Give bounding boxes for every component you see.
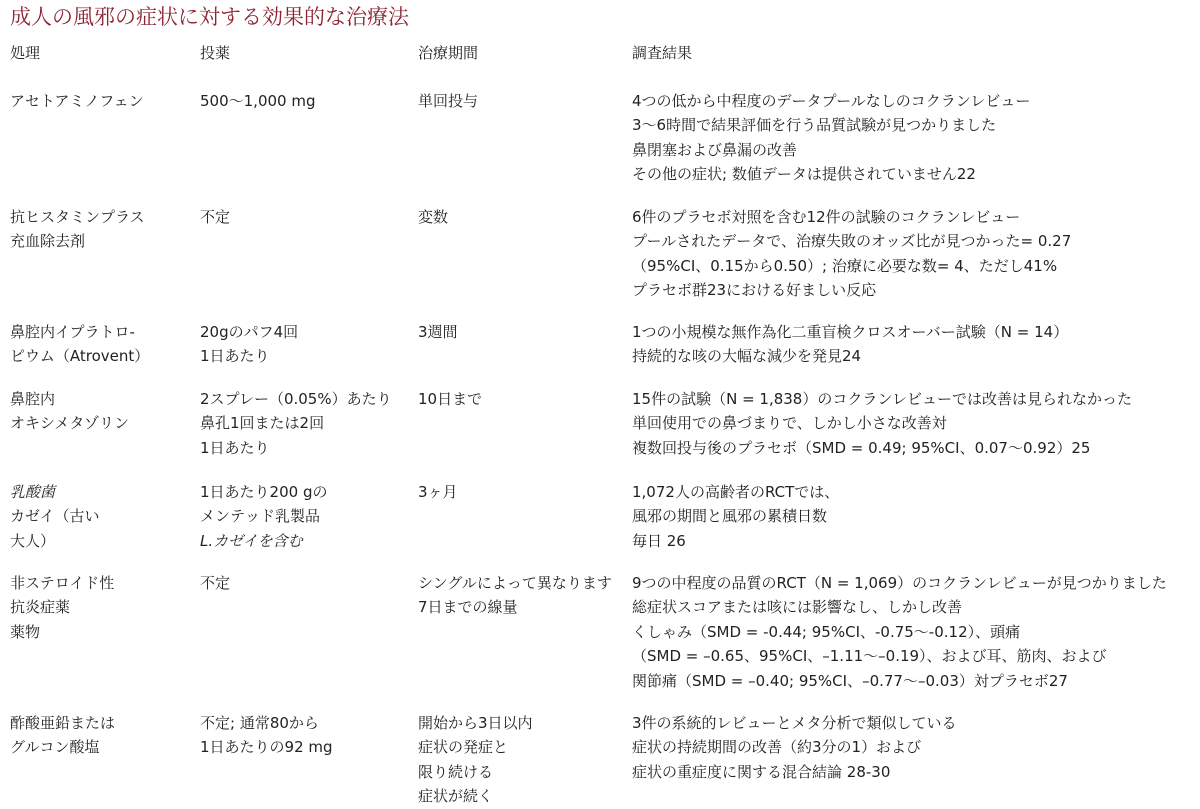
text-line: 症状の持続期間の改善（約3分の1）および [632, 738, 922, 757]
text-line: 乳酸菌 [10, 483, 56, 501]
text-line: 鼻腔内イプラトロ- [10, 323, 135, 341]
column-header-dosage: 投薬 [200, 44, 231, 62]
row-1-findings [632, 89, 1030, 187]
text-line: 抗ヒスタミンプラス [10, 208, 145, 226]
text-line: 大人） [10, 531, 56, 550]
column-header-duration: 治療期間 [418, 44, 479, 62]
text-line: 3ヶ月 [418, 483, 458, 501]
row-6-dosage [200, 571, 230, 595]
text-line: 20gのパフ4回 [200, 323, 299, 341]
row-4-dosage [200, 387, 392, 460]
row-2-dosage [200, 205, 230, 229]
row-5-duration [418, 480, 458, 504]
text-line: 3件の系統的レビューとメタ分析で類似している [632, 714, 957, 732]
text-line: 持続的な咳の大幅な減少を発見24 [632, 347, 862, 366]
text-line: シングルによって異なります [418, 574, 612, 592]
text-line: 1日あたり [200, 438, 270, 457]
text-line: 9つの中程度の品質のRCT（N = 1,069）のコクランレビューが見つかりました [632, 574, 1167, 592]
text-line: 不定; 通常80から [200, 714, 319, 732]
text-line: プールされたデータで、治療失敗のオッズ比が見つかった= 0.27 [632, 232, 1072, 251]
text-line: 1つの小規模な無作為化二重盲検クロスオーバー試験（N = 14） [632, 323, 1069, 341]
text-line: 不定 [200, 208, 231, 226]
text-line: 500〜1,000 mg [200, 92, 316, 110]
row-1-duration [418, 89, 478, 113]
text-line: 2スプレー（0.05%）あたり [200, 390, 392, 408]
row-4-duration [418, 387, 482, 411]
row-7-findings [632, 711, 957, 784]
text-line: カゼイ（古い [10, 507, 100, 526]
text-line: 症状が続く [418, 787, 494, 806]
text-line: その他の症状; 数値データは提供されていません22 [632, 165, 976, 184]
text-line: 酢酸亜鉛または [10, 714, 116, 732]
text-line: 10日まで [418, 390, 483, 408]
row-5-treatment [10, 480, 100, 553]
text-line: 充血除去剤 [10, 232, 86, 251]
text-line: メンテッド乳製品 [200, 507, 321, 526]
text-line: 1,072人の高齢者のRCTでは、 [632, 483, 840, 501]
text-line: アセトアミノフェン [10, 92, 144, 110]
text-line: 単回投与 [418, 92, 479, 110]
text-line: 薬物 [10, 622, 41, 641]
text-line: 抗炎症薬 [10, 598, 71, 617]
row-3-duration [418, 320, 458, 344]
text-line: くしゃみ（SMD = -0.44; 95%CI、-0.75〜-0.12）、頭痛 [632, 622, 1021, 641]
row-6-treatment [10, 571, 114, 644]
text-line: 6件のプラセボ対照を含む12件の試験のコクランレビュー [632, 208, 1021, 226]
row-3-treatment [10, 320, 149, 369]
text-line: 単回使用での鼻づまりで、しかし小さな改善対 [632, 414, 947, 433]
text-line: 4つの低から中程度のデータプールなしのコクランレビュー [632, 92, 1031, 110]
row-3-findings [632, 320, 1068, 369]
text-line: 1日あたりの92 mg [200, 738, 333, 757]
text-line: 関節痛（SMD = –0.40; 95%CI、–0.77〜–0.03）対プラセボ27 [632, 671, 1068, 690]
row-7-dosage [200, 711, 333, 760]
text-line: 総症状スコアまたは咳には影響なし、しかし改善 [632, 598, 963, 617]
text-line: 鼻孔1回または2回 [200, 414, 325, 433]
text-line: 症状の重症度に関する混合結論 28-30 [632, 762, 891, 781]
row-1-treatment [10, 89, 144, 113]
text-line: 複数回投与後のプラセボ（SMD = 0.49; 95%CI、0.07〜0.92）25 [632, 438, 1091, 457]
page-title: 成人の風邪の症状に対する効果的な治療法 [10, 5, 409, 29]
text-line: 7日までの線量 [418, 598, 518, 617]
row-6-findings [632, 571, 1167, 693]
row-5-findings [632, 480, 839, 553]
row-7-treatment [10, 711, 115, 760]
row-2-duration [418, 205, 448, 229]
text-line: 毎日 26 [632, 531, 686, 550]
text-line: 症状の発症と [418, 738, 509, 757]
row-2-findings [632, 205, 1071, 303]
row-2-treatment [10, 205, 145, 254]
text-line: 鼻腔内 [10, 390, 56, 408]
column-header-treatment: 処理 [10, 44, 41, 62]
text-line: （95%CI、0.15から0.50）; 治療に必要な数= 4、ただし41% [632, 256, 1058, 275]
text-line: 風邪の期間と風邪の累積日数 [632, 507, 828, 526]
row-7-duration [418, 711, 533, 809]
row-5-dosage [200, 480, 327, 553]
column-header-findings: 調査結果 [632, 44, 693, 62]
text-line: 開始から3日以内 [418, 714, 533, 732]
text-line: 非ステロイド性 [10, 574, 115, 592]
text-line: 15件の試験（N = 1,838）のコクランレビューでは改善は見られなかった [632, 390, 1132, 408]
text-line: 変数 [418, 208, 449, 226]
text-line: グルコン酸塩 [10, 738, 100, 757]
text-line: 1日あたり200 gの [200, 483, 328, 501]
row-1-dosage [200, 89, 315, 113]
text-line: 鼻閉塞および鼻漏の改善 [632, 140, 798, 159]
row-4-treatment [10, 387, 129, 436]
row-4-findings [632, 387, 1132, 460]
row-3-dosage [200, 320, 298, 369]
text-line: 1日あたり [200, 347, 270, 366]
text-line: ピウム（Atrovent） [10, 347, 150, 366]
row-6-duration [418, 571, 612, 620]
text-line: 3〜6時間で結果評価を行う品質試験が見つかりました [632, 116, 997, 135]
text-line: L.カゼイを含む [200, 531, 303, 550]
text-line: プラセボ群23における好ましい反応 [632, 281, 877, 300]
text-line: 3週間 [418, 323, 458, 341]
text-line: オキシメタゾリン [10, 414, 129, 433]
text-line: 不定 [200, 574, 231, 592]
text-line: （SMD = –0.65、95%CI、–1.11〜–0.19）、および耳、筋肉、および [632, 647, 1107, 666]
text-line: 限り続ける [418, 762, 494, 781]
